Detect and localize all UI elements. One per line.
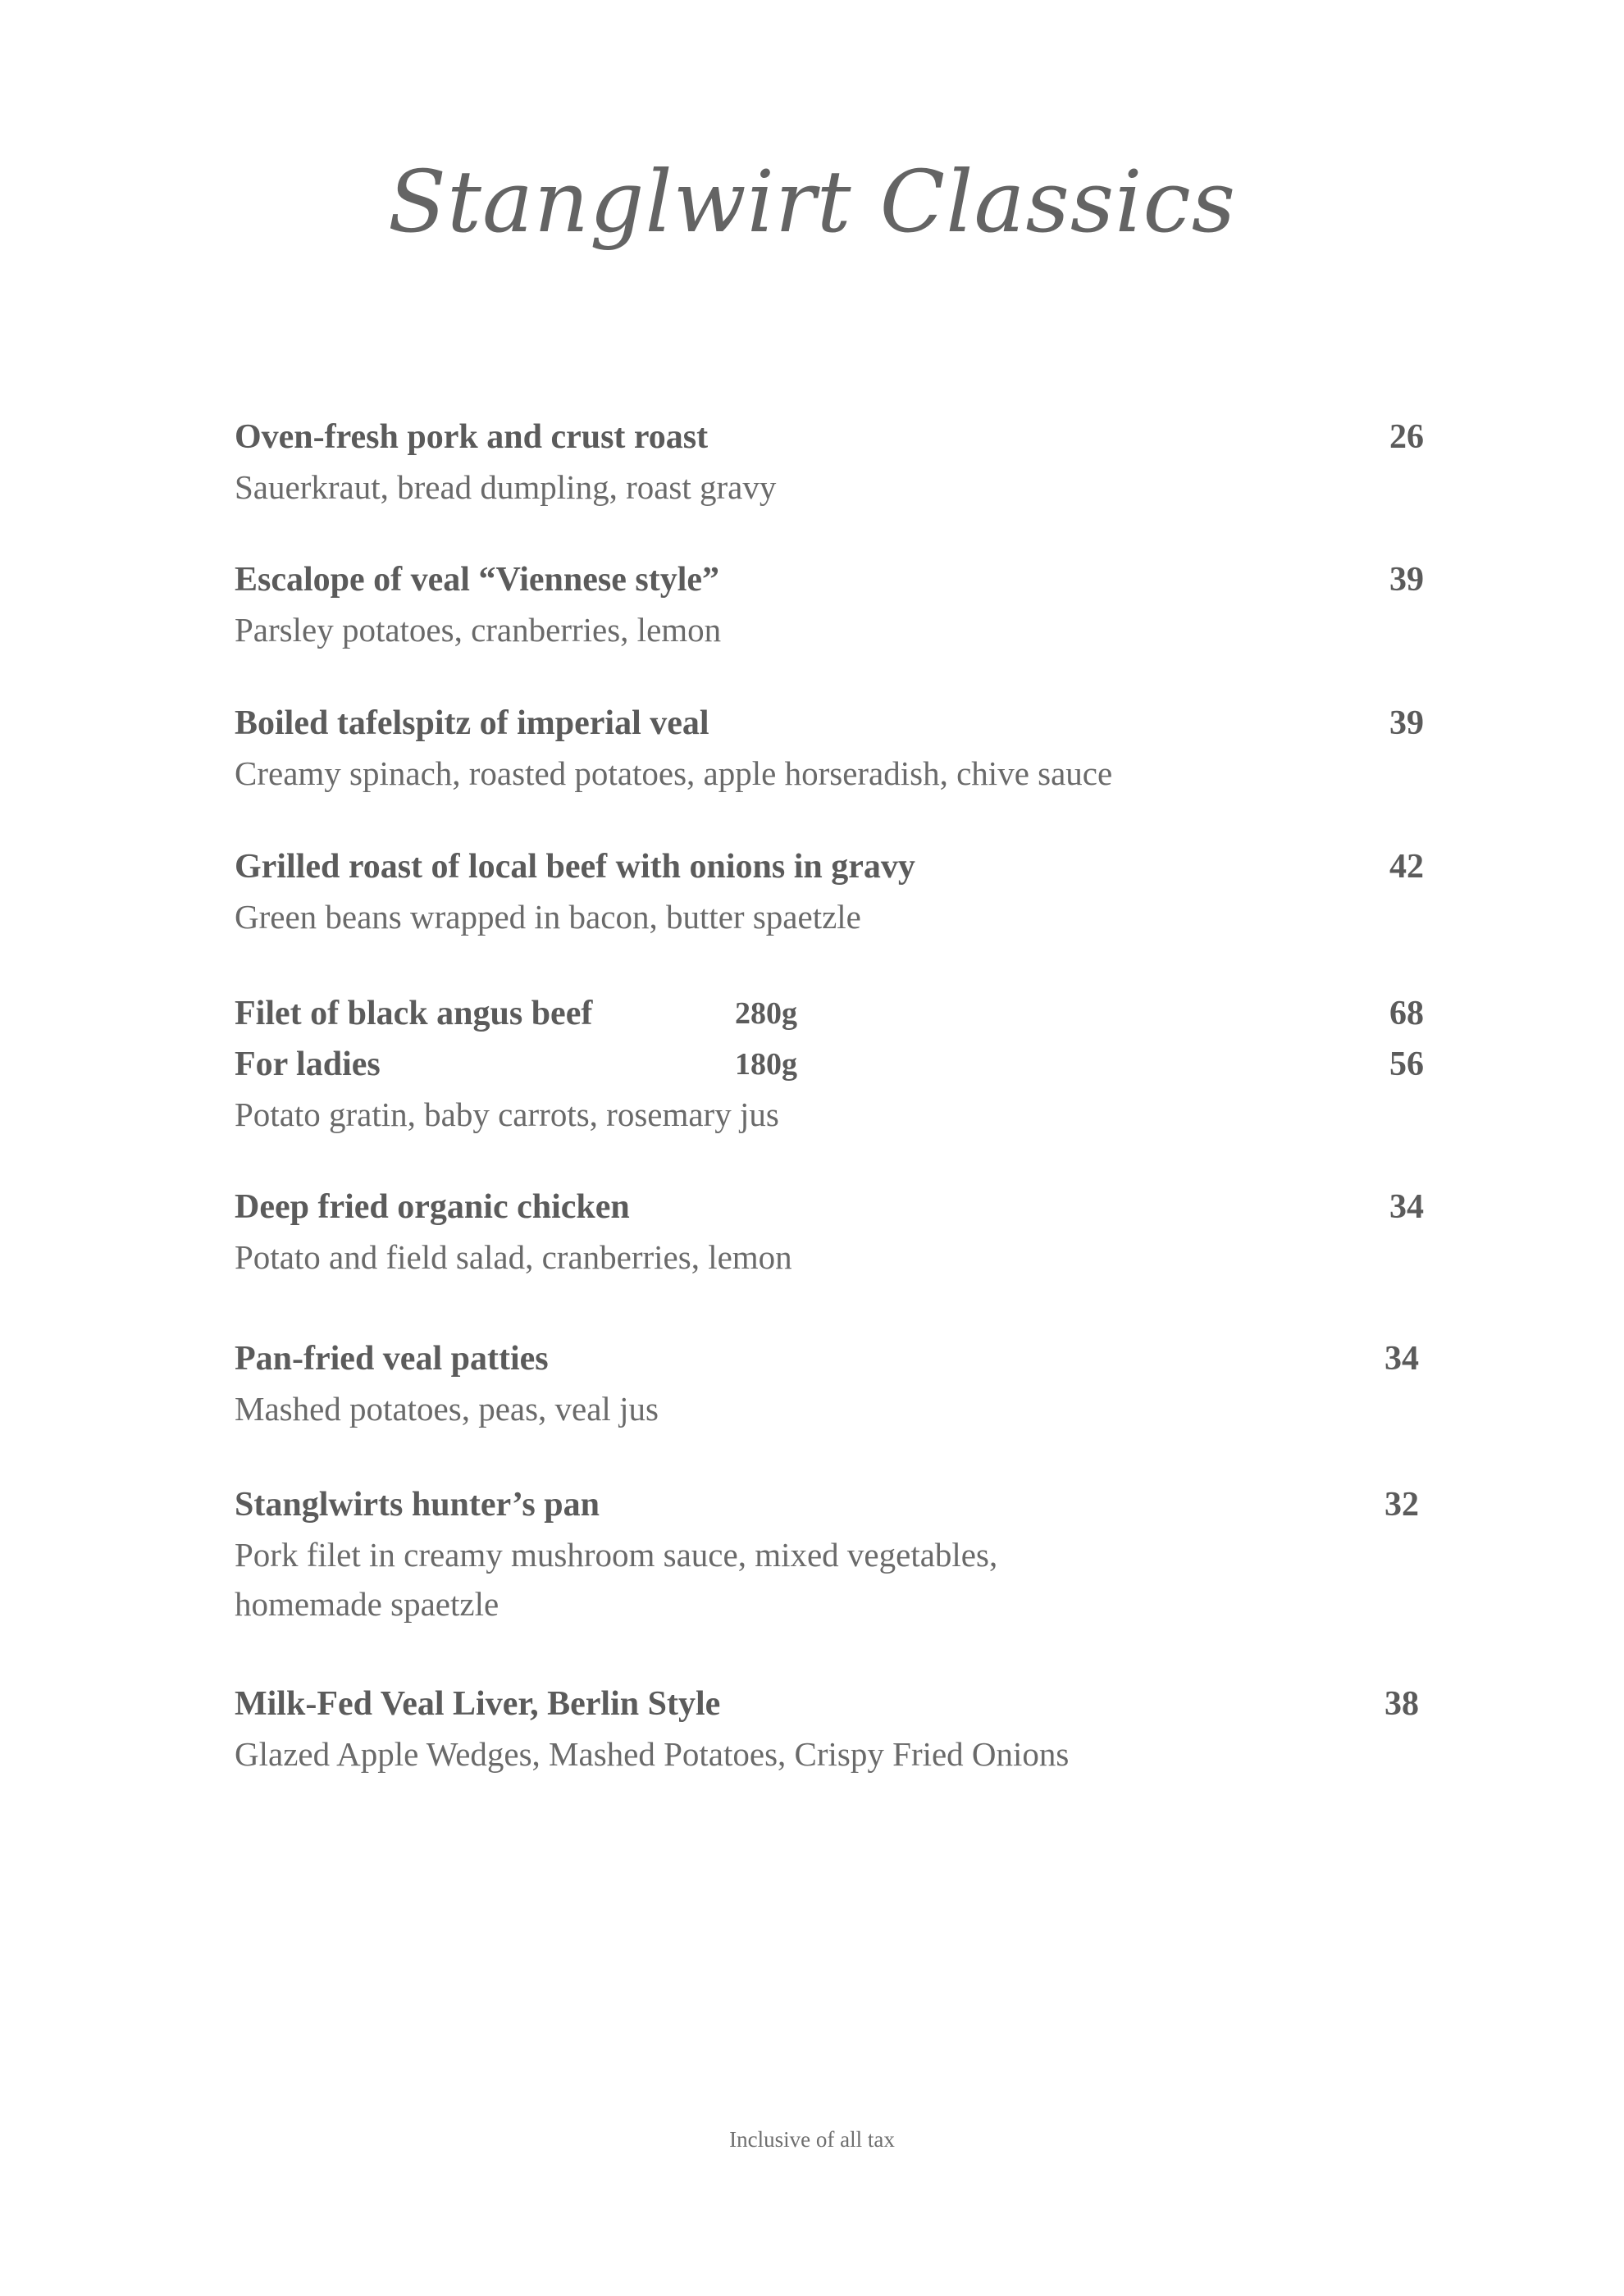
dish-description-continued: homemade spaetzle [235,1585,500,1623]
dish-description: Parsley potatoes, cranberries, lemon [235,611,722,649]
dish-price: 26 [1389,418,1424,456]
menu-item-header [235,1479,1419,1530]
dish-name: Escalope of veal “Viennese style” [235,561,720,599]
dish-name: Oven-fresh pork and crust roast [235,418,709,456]
menu-item-variant [235,1039,1424,1090]
menu-item [235,1479,1419,1629]
menu-item-header [235,412,1424,462]
menu-item [235,698,1424,798]
dish-name: Grilled roast of local beef with onions in gravy [235,848,915,886]
variant-weight: 180g [735,1047,797,1082]
menu-item [235,1679,1419,1779]
dish-weight: 280g [735,996,797,1031]
dish-price: 42 [1389,848,1424,886]
dish-price: 39 [1389,704,1424,742]
menu-item-header [235,841,1424,892]
dish-name: Stanglwirts hunter’s pan [235,1486,600,1524]
menu-item-header [235,698,1424,749]
dish-price: 34 [1385,1340,1419,1378]
dish-name: Milk-Fed Veal Liver, Berlin Style [235,1685,721,1723]
dish-description: Glazed Apple Wedges, Mashed Potatoes, Crispy Fried Onions [235,1735,1070,1773]
dish-name: Deep fried organic chicken [235,1188,630,1226]
menu-item [235,412,1424,512]
dish-name: Boiled tafelspitz of imperial veal [235,704,709,742]
dish-description: Green beans wrapped in bacon, butter spaetzle [235,898,861,936]
dish-description: Potato gratin, baby carrots, rosemary jus [235,1096,779,1133]
tax-note: Inclusive of all tax [729,2127,895,2152]
dish-price: 39 [1389,561,1424,599]
menu-item-header [235,554,1424,605]
menu-item-header [235,1333,1419,1384]
dish-description: Creamy spinach, roasted potatoes, apple horseradish, chive sauce [235,754,1113,792]
dish-description: Mashed potatoes, peas, veal jus [235,1390,659,1428]
menu-item [235,1182,1424,1282]
dish-price: 68 [1389,995,1424,1032]
menu-item [235,554,1424,654]
dish-price: 34 [1389,1188,1424,1226]
dish-price: 32 [1385,1486,1419,1524]
menu-item [235,1333,1419,1433]
dish-name: Pan-fried veal patties [235,1340,549,1378]
variant-name: For ladies [235,1046,381,1083]
menu-item-header [235,988,1424,1039]
menu-item-header [235,1679,1419,1729]
dish-description: Sauerkraut, bread dumpling, roast gravy [235,468,777,506]
variant-price: 56 [1389,1046,1424,1083]
dish-price: 38 [1385,1685,1419,1723]
dish-description: Potato and field salad, cranberries, lemon [235,1238,792,1276]
menu-item-header [235,1182,1424,1232]
page-title: Stanglwirt Classics [387,152,1237,252]
dish-description: Pork filet in creamy mushroom sauce, mixed vegetables, [235,1536,998,1574]
menu-item [235,988,1424,1139]
menu-item [235,841,1424,941]
dish-name: Filet of black angus beef [235,995,593,1032]
